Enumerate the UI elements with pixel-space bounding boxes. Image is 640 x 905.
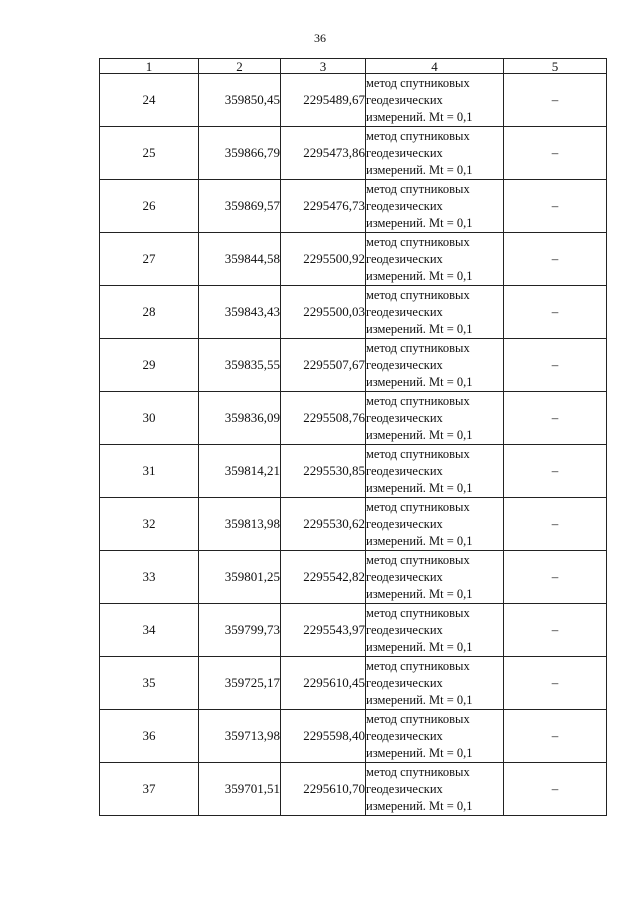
note-cell: – — [504, 339, 607, 392]
method-cell — [366, 233, 504, 286]
point-number-cell: 26 — [100, 180, 199, 233]
method-line: измерений. Mt = 0,1 — [366, 480, 473, 495]
point-number-cell: 33 — [100, 551, 199, 604]
table-row — [100, 392, 607, 445]
point-number-cell: 37 — [100, 763, 199, 816]
method-cell — [366, 339, 504, 392]
method-cell — [366, 763, 504, 816]
method-line: измерений. Mt = 0,1 — [366, 745, 473, 760]
x-coordinate-cell: 359850,45 — [199, 74, 281, 127]
table-row — [100, 233, 607, 286]
method-line: метод спутниковых — [366, 658, 470, 673]
y-coordinate-cell: 2295543,97 — [281, 604, 366, 657]
method-line: геодезических — [366, 675, 443, 690]
x-coordinate-cell: 359843,43 — [199, 286, 281, 339]
method-line: измерений. Mt = 0,1 — [366, 321, 473, 336]
method-line: геодезических — [366, 304, 443, 319]
method-cell — [366, 180, 504, 233]
table-row — [100, 657, 607, 710]
point-number-cell: 29 — [100, 339, 199, 392]
y-coordinate-cell: 2295598,40 — [281, 710, 366, 763]
method-line: метод спутниковых — [366, 711, 470, 726]
note-cell: – — [504, 286, 607, 339]
header-col-4: 4 — [366, 59, 504, 74]
x-coordinate-cell: 359866,79 — [199, 127, 281, 180]
x-coordinate-cell: 359813,98 — [199, 498, 281, 551]
x-coordinate-cell: 359701,51 — [199, 763, 281, 816]
table-row — [100, 127, 607, 180]
point-number-cell: 36 — [100, 710, 199, 763]
method-line: геодезических — [366, 728, 443, 743]
method-line: метод спутниковых — [366, 128, 470, 143]
point-number-cell: 31 — [100, 445, 199, 498]
method-line: измерений. Mt = 0,1 — [366, 586, 473, 601]
y-coordinate-cell: 2295542,82 — [281, 551, 366, 604]
note-cell: – — [504, 445, 607, 498]
table-row — [100, 339, 607, 392]
x-coordinate-cell: 359814,21 — [199, 445, 281, 498]
table-row — [100, 74, 607, 127]
x-coordinate-cell: 359713,98 — [199, 710, 281, 763]
x-coordinate-cell: 359835,55 — [199, 339, 281, 392]
point-number-cell: 30 — [100, 392, 199, 445]
method-cell — [366, 551, 504, 604]
table-row — [100, 551, 607, 604]
y-coordinate-cell: 2295473,86 — [281, 127, 366, 180]
coordinates-table — [99, 58, 607, 816]
note-cell: – — [504, 657, 607, 710]
header-col-1: 1 — [100, 59, 199, 74]
table-header — [100, 59, 607, 74]
y-coordinate-cell: 2295530,62 — [281, 498, 366, 551]
x-coordinate-cell: 359801,25 — [199, 551, 281, 604]
x-coordinate-cell: 359836,09 — [199, 392, 281, 445]
point-number-cell: 25 — [100, 127, 199, 180]
method-line: метод спутниковых — [366, 605, 470, 620]
table-row — [100, 445, 607, 498]
method-cell — [366, 286, 504, 339]
method-line: геодезических — [366, 251, 443, 266]
header-col-2: 2 — [199, 59, 281, 74]
method-line: измерений. Mt = 0,1 — [366, 268, 473, 283]
point-number-cell: 28 — [100, 286, 199, 339]
method-line: геодезических — [366, 145, 443, 160]
header-row — [100, 59, 607, 74]
method-cell — [366, 710, 504, 763]
page-number: 36 — [314, 31, 326, 45]
point-number-cell: 35 — [100, 657, 199, 710]
x-coordinate-cell: 359725,17 — [199, 657, 281, 710]
method-line: геодезических — [366, 781, 443, 796]
y-coordinate-cell: 2295489,67 — [281, 74, 366, 127]
note-cell: – — [504, 127, 607, 180]
note-cell: – — [504, 551, 607, 604]
header-col-5: 5 — [504, 59, 607, 74]
note-cell: – — [504, 498, 607, 551]
method-line: метод спутниковых — [366, 552, 470, 567]
method-line: метод спутниковых — [366, 181, 470, 196]
method-cell — [366, 604, 504, 657]
method-line: геодезических — [366, 463, 443, 478]
y-coordinate-cell: 2295610,45 — [281, 657, 366, 710]
y-coordinate-cell: 2295508,76 — [281, 392, 366, 445]
method-line: геодезических — [366, 198, 443, 213]
method-line: измерений. Mt = 0,1 — [366, 427, 473, 442]
method-cell — [366, 74, 504, 127]
x-coordinate-cell: 359799,73 — [199, 604, 281, 657]
method-cell — [366, 392, 504, 445]
method-line: измерений. Mt = 0,1 — [366, 162, 473, 177]
method-line: геодезических — [366, 410, 443, 425]
method-line: геодезических — [366, 516, 443, 531]
method-line: измерений. Mt = 0,1 — [366, 533, 473, 548]
method-line: измерений. Mt = 0,1 — [366, 639, 473, 654]
method-line: измерений. Mt = 0,1 — [366, 215, 473, 230]
method-line: геодезических — [366, 92, 443, 107]
method-line: метод спутниковых — [366, 393, 470, 408]
method-line: геодезических — [366, 569, 443, 584]
method-line: измерений. Mt = 0,1 — [366, 798, 473, 813]
method-line: геодезических — [366, 357, 443, 372]
y-coordinate-cell: 2295500,03 — [281, 286, 366, 339]
table-body — [100, 74, 607, 816]
note-cell: – — [504, 710, 607, 763]
method-cell — [366, 657, 504, 710]
note-cell: – — [504, 763, 607, 816]
method-line: метод спутниковых — [366, 499, 470, 514]
point-number-cell: 34 — [100, 604, 199, 657]
point-number-cell: 32 — [100, 498, 199, 551]
table-row — [100, 286, 607, 339]
note-cell: – — [504, 74, 607, 127]
table-row — [100, 763, 607, 816]
method-line: метод спутниковых — [366, 75, 470, 90]
method-line: геодезических — [366, 622, 443, 637]
method-cell — [366, 127, 504, 180]
y-coordinate-cell: 2295610,70 — [281, 763, 366, 816]
header-col-3: 3 — [281, 59, 366, 74]
method-line: метод спутниковых — [366, 287, 470, 302]
table-row — [100, 604, 607, 657]
table-row — [100, 710, 607, 763]
method-line: измерений. Mt = 0,1 — [366, 692, 473, 707]
note-cell: – — [504, 233, 607, 286]
x-coordinate-cell: 359844,58 — [199, 233, 281, 286]
note-cell: – — [504, 180, 607, 233]
table-row — [100, 498, 607, 551]
method-cell — [366, 445, 504, 498]
method-line: метод спутниковых — [366, 446, 470, 461]
note-cell: – — [504, 392, 607, 445]
method-line: метод спутниковых — [366, 234, 470, 249]
method-line: метод спутниковых — [366, 340, 470, 355]
method-line: метод спутниковых — [366, 764, 470, 779]
method-cell — [366, 498, 504, 551]
y-coordinate-cell: 2295530,85 — [281, 445, 366, 498]
method-line: измерений. Mt = 0,1 — [366, 109, 473, 124]
y-coordinate-cell: 2295500,92 — [281, 233, 366, 286]
method-line: измерений. Mt = 0,1 — [366, 374, 473, 389]
y-coordinate-cell: 2295476,73 — [281, 180, 366, 233]
point-number-cell: 27 — [100, 233, 199, 286]
x-coordinate-cell: 359869,57 — [199, 180, 281, 233]
y-coordinate-cell: 2295507,67 — [281, 339, 366, 392]
point-number-cell: 24 — [100, 74, 199, 127]
table-row — [100, 180, 607, 233]
note-cell: – — [504, 604, 607, 657]
